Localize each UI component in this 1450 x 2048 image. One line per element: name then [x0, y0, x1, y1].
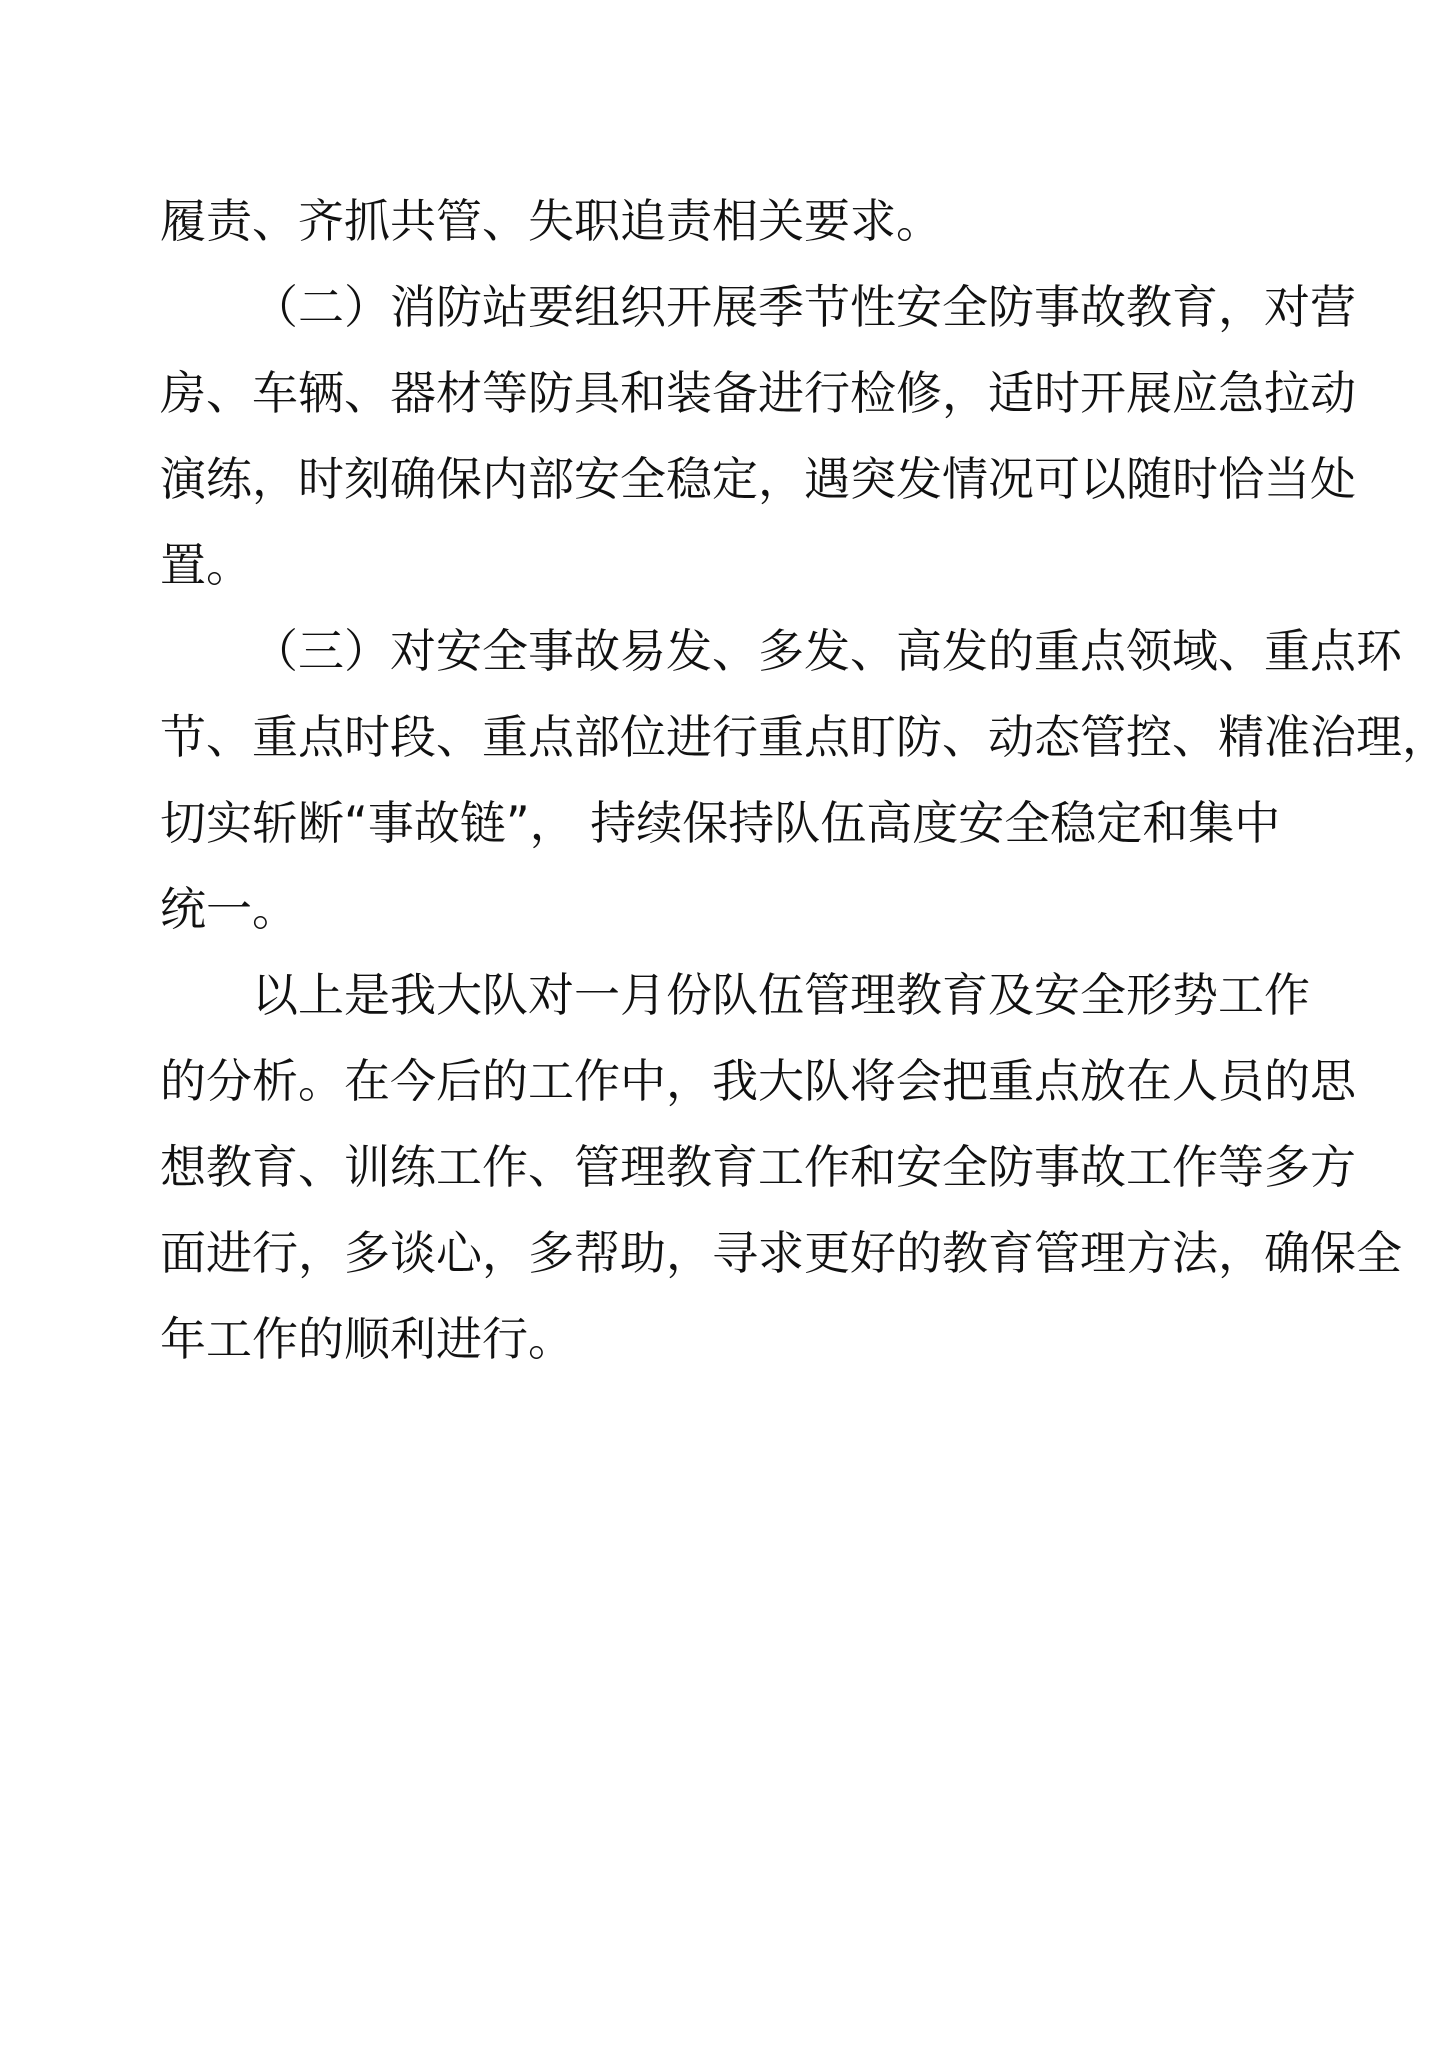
text-line: 想教育、训练工作、管理教育工作和安全防事故工作等多方: [160, 1140, 1356, 1194]
text-line-paragraph-start: （二）消防站要组织开展季节性安全防事故教育，对营: [252, 280, 1356, 334]
text-line: 节、重点时段、重点部位进行重点盯防、动态管控、精准治理，: [160, 710, 1448, 764]
text-line: 履责、齐抓共管、失职追责相关要求。: [160, 194, 942, 248]
document-body: [160, 178, 1448, 1382]
text-line: 的分析。在今后的工作中，我大队将会把重点放在人员的思: [160, 1054, 1356, 1108]
text-line: 演练，时刻确保内部安全稳定，遇突发情况可以随时恰当处: [160, 452, 1356, 506]
text-line: 切实斩断“事故链”， 持续保持队伍高度安全稳定和集中: [160, 796, 1281, 850]
text-line: 统一。: [160, 882, 298, 936]
text-line: 置。: [160, 538, 252, 592]
text-line: 房、车辆、器材等防具和装备进行检修，适时开展应急拉动: [160, 366, 1356, 420]
text-line: 年工作的顺利进行。: [160, 1312, 574, 1366]
text-line: 面进行，多谈心，多帮助，寻求更好的教育管理方法，确保全: [160, 1226, 1402, 1280]
text-line-paragraph-start: 以上是我大队对一月份队伍管理教育及安全形势工作: [252, 968, 1310, 1022]
text-line-paragraph-start: （三）对安全事故易发、多发、高发的重点领域、重点环: [252, 624, 1402, 678]
